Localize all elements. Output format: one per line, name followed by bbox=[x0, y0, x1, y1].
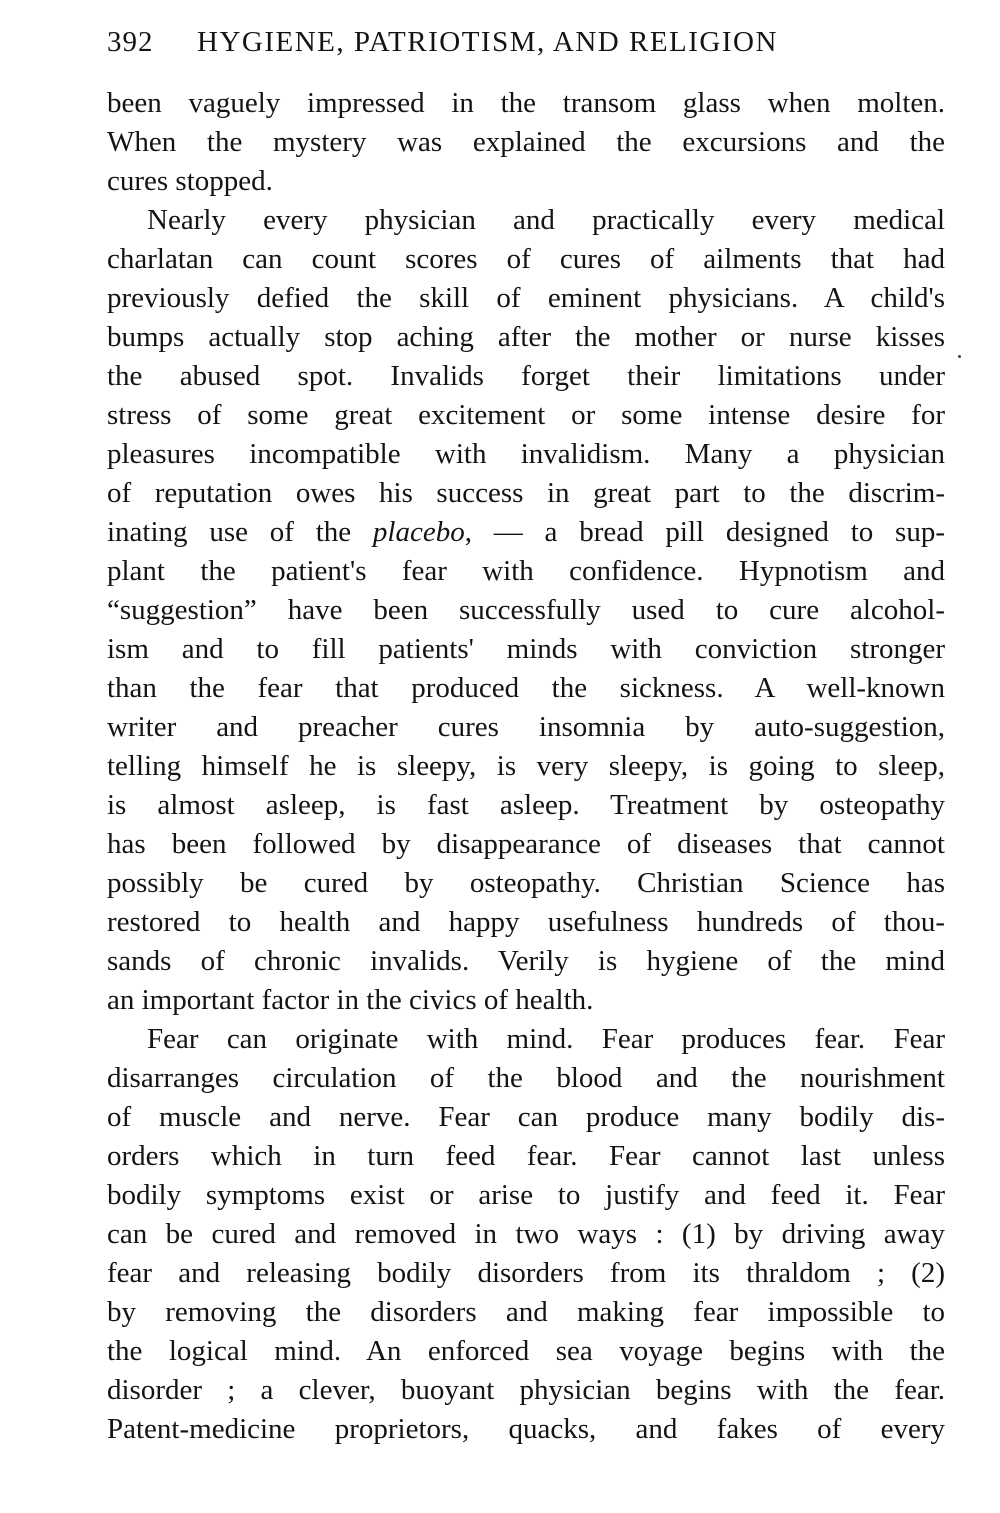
text-line: has been followed by disappearance of diseases that cannot bbox=[107, 828, 945, 860]
italic-term: placebo bbox=[372, 516, 465, 548]
text-line: “suggestion” have been successfully used to cure alcohol- bbox=[107, 594, 945, 626]
text-line: bodily symptoms exist or arise to justify and feed it. Fear bbox=[107, 1179, 945, 1211]
text-line: When the mystery was explained the excursions and the bbox=[107, 126, 945, 158]
page-number: 392 bbox=[107, 26, 154, 58]
text-line: stress of some great excitement or some intense desire for bbox=[107, 399, 945, 431]
paragraph bbox=[107, 84, 945, 201]
text-line: of muscle and nerve. Fear can produce many bodily dis- bbox=[107, 1101, 945, 1133]
text-line: of reputation owes his success in great part to the discrim- bbox=[107, 477, 945, 509]
text-line: disorder ; a clever, buoyant physician begins with the fear. bbox=[107, 1374, 945, 1406]
text-line: restored to health and happy usefulness hundreds of thou- bbox=[107, 906, 945, 938]
text-line: Fear can originate with mind. Fear produces fear. Fear bbox=[147, 1023, 945, 1055]
text-line: inating use of the placebo, — a bread pill designed to sup- bbox=[107, 516, 945, 548]
page-header bbox=[107, 22, 947, 62]
text-line: ism and to fill patients' minds with conviction stronger bbox=[107, 633, 945, 665]
text-line: the abused spot. Invalids forget their limitations under bbox=[107, 360, 945, 392]
text-line: telling himself he is sleepy, is very sleepy, is going to sleep, bbox=[107, 750, 945, 782]
paragraph bbox=[107, 1020, 945, 1449]
text-line: Patent-medicine proprietors, quacks, and fakes of every bbox=[107, 1413, 945, 1445]
text-line: possibly be cured by osteopathy. Christian Science has bbox=[107, 867, 945, 899]
scan-speck bbox=[958, 355, 961, 358]
running-title: HYGIENE, PATRIOTISM, AND RELIGION bbox=[197, 26, 778, 58]
text-line: bumps actually stop aching after the mother or nurse kisses bbox=[107, 321, 945, 353]
text-line: plant the patient's fear with confidence. Hypnotism and bbox=[107, 555, 945, 587]
text-line: been vaguely impressed in the transom glass when molten. bbox=[107, 87, 945, 119]
text-line: than the fear that produced the sickness. A well-known bbox=[107, 672, 945, 704]
text-line: fear and releasing bodily disorders from its thraldom ; (2) bbox=[107, 1257, 945, 1289]
text-line: can be cured and removed in two ways : (1) by driving away bbox=[107, 1218, 945, 1250]
text-line: an important factor in the civics of health. bbox=[107, 984, 594, 1016]
text-line: orders which in turn feed fear. Fear cannot last unless bbox=[107, 1140, 945, 1172]
text-line: sands of chronic invalids. Verily is hygiene of the mind bbox=[107, 945, 945, 977]
text-line: is almost asleep, is fast asleep. Treatment by osteopathy bbox=[107, 789, 945, 821]
page-body bbox=[107, 84, 945, 1449]
text-line: writer and preacher cures insomnia by auto-suggestion, bbox=[107, 711, 945, 743]
text-line: charlatan can count scores of cures of ailments that had bbox=[107, 243, 945, 275]
text-line: cures stopped. bbox=[107, 165, 273, 197]
text-line: pleasures incompatible with invalidism. Many a physician bbox=[107, 438, 945, 470]
text-line: by removing the disorders and making fear impossible to bbox=[107, 1296, 945, 1328]
text-line: disarranges circulation of the blood and the nourishment bbox=[107, 1062, 945, 1094]
text-line: Nearly every physician and practically every medical bbox=[147, 204, 945, 236]
text-line: the logical mind. An enforced sea voyage begins with the bbox=[107, 1335, 945, 1367]
text-line: previously defied the skill of eminent physicians. A child's bbox=[107, 282, 945, 314]
paragraph bbox=[107, 201, 945, 1020]
